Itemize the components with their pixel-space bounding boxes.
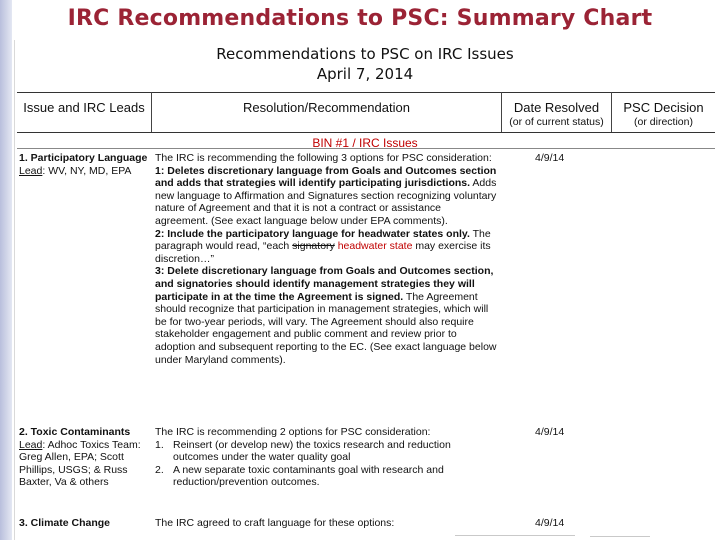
row-2-intro: The IRC is recommending 2 options for PSC consideration:: [155, 426, 431, 438]
row-1-option-2-rest-b: may exercise its discretion…”: [155, 240, 491, 265]
row-1-issue-title: 1. Participatory Language: [19, 152, 148, 164]
header-psc: [612, 100, 715, 130]
row-1-option-3-bold: 3: Delete discretionary language from Goals and Outcomes section, and signatories should identify management strategies they will participate in at the time the Agreement is signed.: [155, 265, 494, 303]
header-psc-label: PSC Decision: [623, 100, 704, 115]
row-1-option-2-insert: headwater state: [334, 240, 413, 253]
row-2-item-1-text: Reinsert (or develop new) the toxics research and reduction outcomes under the water quality goal: [173, 438, 451, 464]
row-1-option-3: [155, 265, 497, 366]
row-1-option-2-strike: signatory: [292, 240, 335, 253]
row-3-intro: The IRC agreed to craft language for these options:: [155, 517, 395, 529]
header-date-sub: (or of current status): [509, 116, 604, 128]
row-1-lead-text: : WV, NY, MD, EPA: [42, 164, 132, 177]
row-2-lead: [19, 439, 151, 489]
row-1-date: 4/9/14: [535, 152, 565, 164]
bin-label: BIN #1 / IRC Issues: [312, 136, 418, 150]
row-1-option-2-rest-a: The paragraph would read, “each: [155, 227, 491, 253]
header-issue: Issue and IRC Leads: [23, 100, 145, 115]
row-2-item-2-number: 2.: [155, 463, 164, 476]
row-1-issue: [19, 152, 151, 177]
scan-mark: [455, 535, 575, 536]
row-2-lead-text: : Adhoc Toxics Team: Greg Allen, EPA; Scott Phillips, USGS; & Russ Baxter, Va & others: [19, 438, 141, 489]
list-item: [155, 464, 497, 489]
document-title: [15, 44, 715, 84]
row-3-resolution: [155, 517, 497, 530]
slide-side-band: [0, 0, 12, 540]
row-3-issue-title: 3. Climate Change: [19, 517, 111, 529]
row-2-issue: [19, 426, 151, 489]
row-1-lead-label: Lead: [19, 164, 43, 177]
header-date-label: Date Resolved: [513, 100, 600, 115]
row-1-option-1-rest: Adds new language to Affirmation and Signatures section recognizing voluntary nature of Agreement and that it is not a contract or assistance agreement. (See exact language below under EPA comments).: [155, 177, 497, 227]
document-page: [14, 40, 715, 540]
row-2-item-2-text: A new separate toxic contaminants goal with research and reduction/prevention outcomes.: [173, 463, 444, 489]
list-item: [155, 439, 497, 464]
header-date: [502, 100, 611, 130]
document-title-line-1: Recommendations to PSC on IRC Issues: [216, 45, 514, 63]
row-2-resolution: [155, 426, 497, 489]
header-bottom-rule: [17, 132, 715, 133]
row-2-lead-label: Lead: [19, 438, 43, 451]
row-2-issue-title: 2. Toxic Contaminants: [19, 426, 131, 438]
slide-title: IRC Recommendations to PSC: Summary Chart: [67, 6, 653, 31]
row-1-intro: The IRC is recommending the following 3 options for PSC consideration:: [155, 152, 492, 164]
row-1-option-1: [155, 165, 497, 228]
row-1-option-1-bold: 1: Deletes discretionary language from Goals and Outcomes section and adds that strategies will identify participating jurisdictions.: [155, 164, 497, 190]
row-1-option-2-bold: 2: Include the participatory language for headwater states only.: [155, 227, 470, 240]
header-psc-sub: (or direction): [634, 116, 693, 128]
row-1-lead: [19, 165, 151, 178]
row-1-option-3-rest: The Agreement should recognize that participation in management strategies, which will be for two-year periods, will vary. The Agreement should also require stakeholder engagement and public comment and review prior to adoption and subsequent reporting to the EC. (See exact language below under Maryland comments).: [155, 290, 497, 366]
row-3-date: 4/9/14: [535, 517, 565, 529]
scan-mark: [590, 536, 650, 537]
row-2-item-1-number: 1.: [155, 438, 164, 451]
row-2-options-list: [155, 439, 497, 489]
row-3-issue: [19, 517, 151, 530]
row-1-resolution: [155, 152, 497, 366]
document-date: April 7, 2014: [316, 65, 414, 83]
header-resolution: Resolution/Recommendation: [243, 100, 410, 115]
row-1-option-2: [155, 228, 497, 266]
row-2-date: 4/9/14: [535, 426, 565, 438]
